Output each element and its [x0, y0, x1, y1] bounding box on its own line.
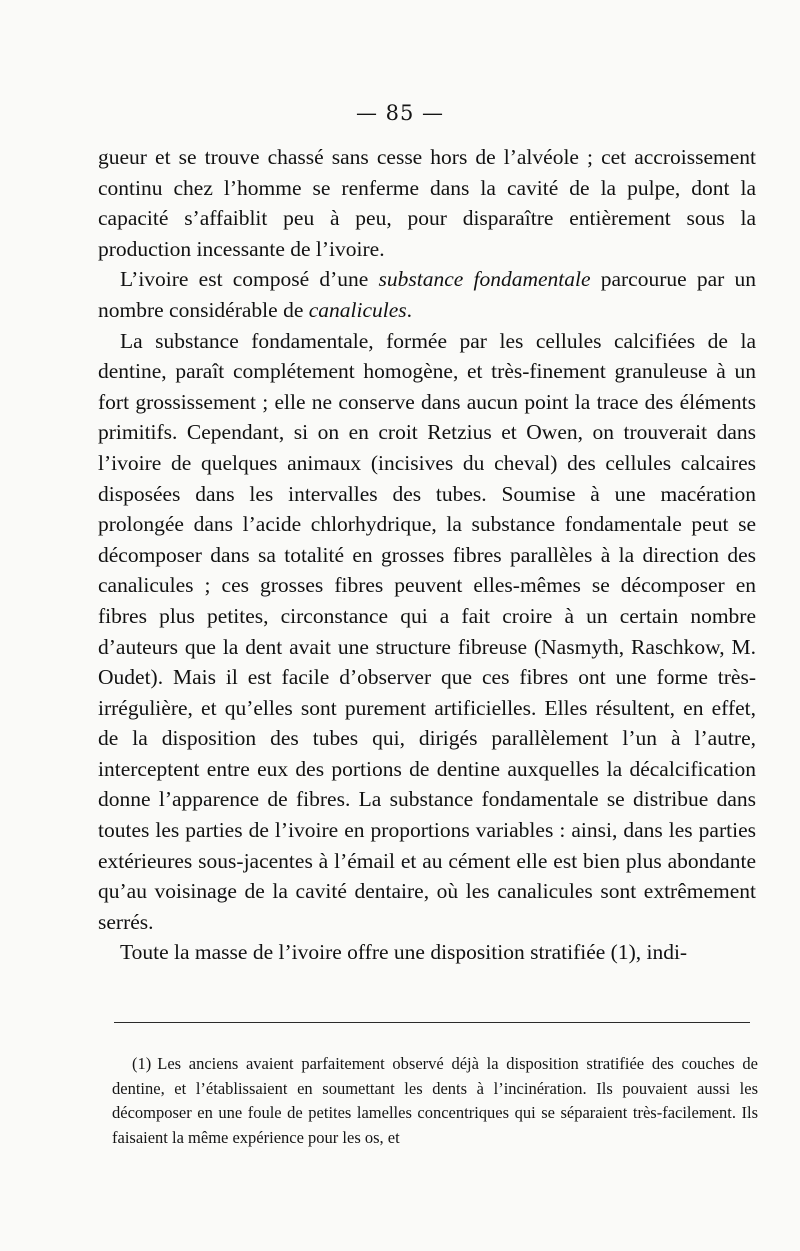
paragraph-text-segment: parcourue par un nombre considérable de — [98, 267, 757, 322]
body-text — [98, 142, 756, 968]
footnote-divider — [114, 1022, 750, 1023]
paragraph-text-segment: . — [406, 297, 413, 322]
paragraph-ivoire-composition — [98, 264, 756, 325]
footnote-marker: (1) — [132, 1054, 152, 1073]
paragraph-substance-fondamentale: La substance fondamentale, formée par les cellules calcifiées de la dentine, paraît complétement homogène, et très-finement granuleuse à un fort grossissement ; elle ne conserve dans aucun point la trace des éléments primitifs. Cependant, si on en croit Retzius et Owen, on trouverait dans l’ivoire de quelques animaux (incisives du cheval) des cellules calcaires disposées dans les intervalles des tubes. Soumise à une macération prolongée dans l’acide chlorhydrique, la substance fondamentale peut se décomposer dans sa totalité en grosses fibres parallèles à la direction des canalicules ; ces grosses fibres peuvent elles-mêmes se décomposer en fibres plus petites, circonstance qui a fait croire à un certain nombre d’auteurs que la dent avait une structure fibreuse (Nasmyth, Raschkow, M. Oudet). Mais il est facile d’observer que ces fibres ont une forme très-irrégulière, et qu’elles sont purement artificielles. Elles résultent, en effet, de la disposition des tubes qui, dirigés parallèlement l’un à l’autre, interceptent entre eux des portions de dentine auxquelles la décalcification donne l’apparence de fibres. La substance fondamentale se distribue dans toutes les parties de l’ivoire en proportions variables : ainsi, dans les parties extérieures sous-jacentes à l’émail et au cément elle est bien plus abondante qu’au voisinage de la cavité dentaire, où les canalicules sont extrêmement serrés. — [98, 328, 756, 934]
italic-term-substance-fondamentale: substance fondamentale — [378, 267, 591, 292]
footnote-text: Les anciens avaient parfaitement observé déjà la disposition stratifiée des couches de dentine, et l’établissaient en soumettant les dents à l’incinération. Ils pouvaient aussi les décomposer en une foule de petites lamelles concentriques qui se séparaient très-facilement. Ils faisaient la même expérience pour les os, et — [112, 1054, 758, 1147]
paragraph-text-segment: L’ivoire est composé d’une — [120, 267, 379, 292]
footnote-paragraph — [112, 1052, 758, 1150]
paragraph-continued: gueur et se trouve chassé sans cesse hors de l’alvéole ; cet accroissement continu chez l’homme se renferme dans la cavité de la pulpe, dont la capacité s’affaiblit peu à peu, pour disparaître entièrement sous la production incessante de l’ivoire. — [98, 145, 756, 261]
paragraph-stratification: Toute la masse de l’ivoire offre une disposition stratifiée (1), indi- — [120, 940, 688, 965]
footnote — [112, 1052, 758, 1150]
italic-term-canalicules: canalicules — [308, 297, 407, 322]
page-number: — 85 — — [355, 101, 445, 125]
